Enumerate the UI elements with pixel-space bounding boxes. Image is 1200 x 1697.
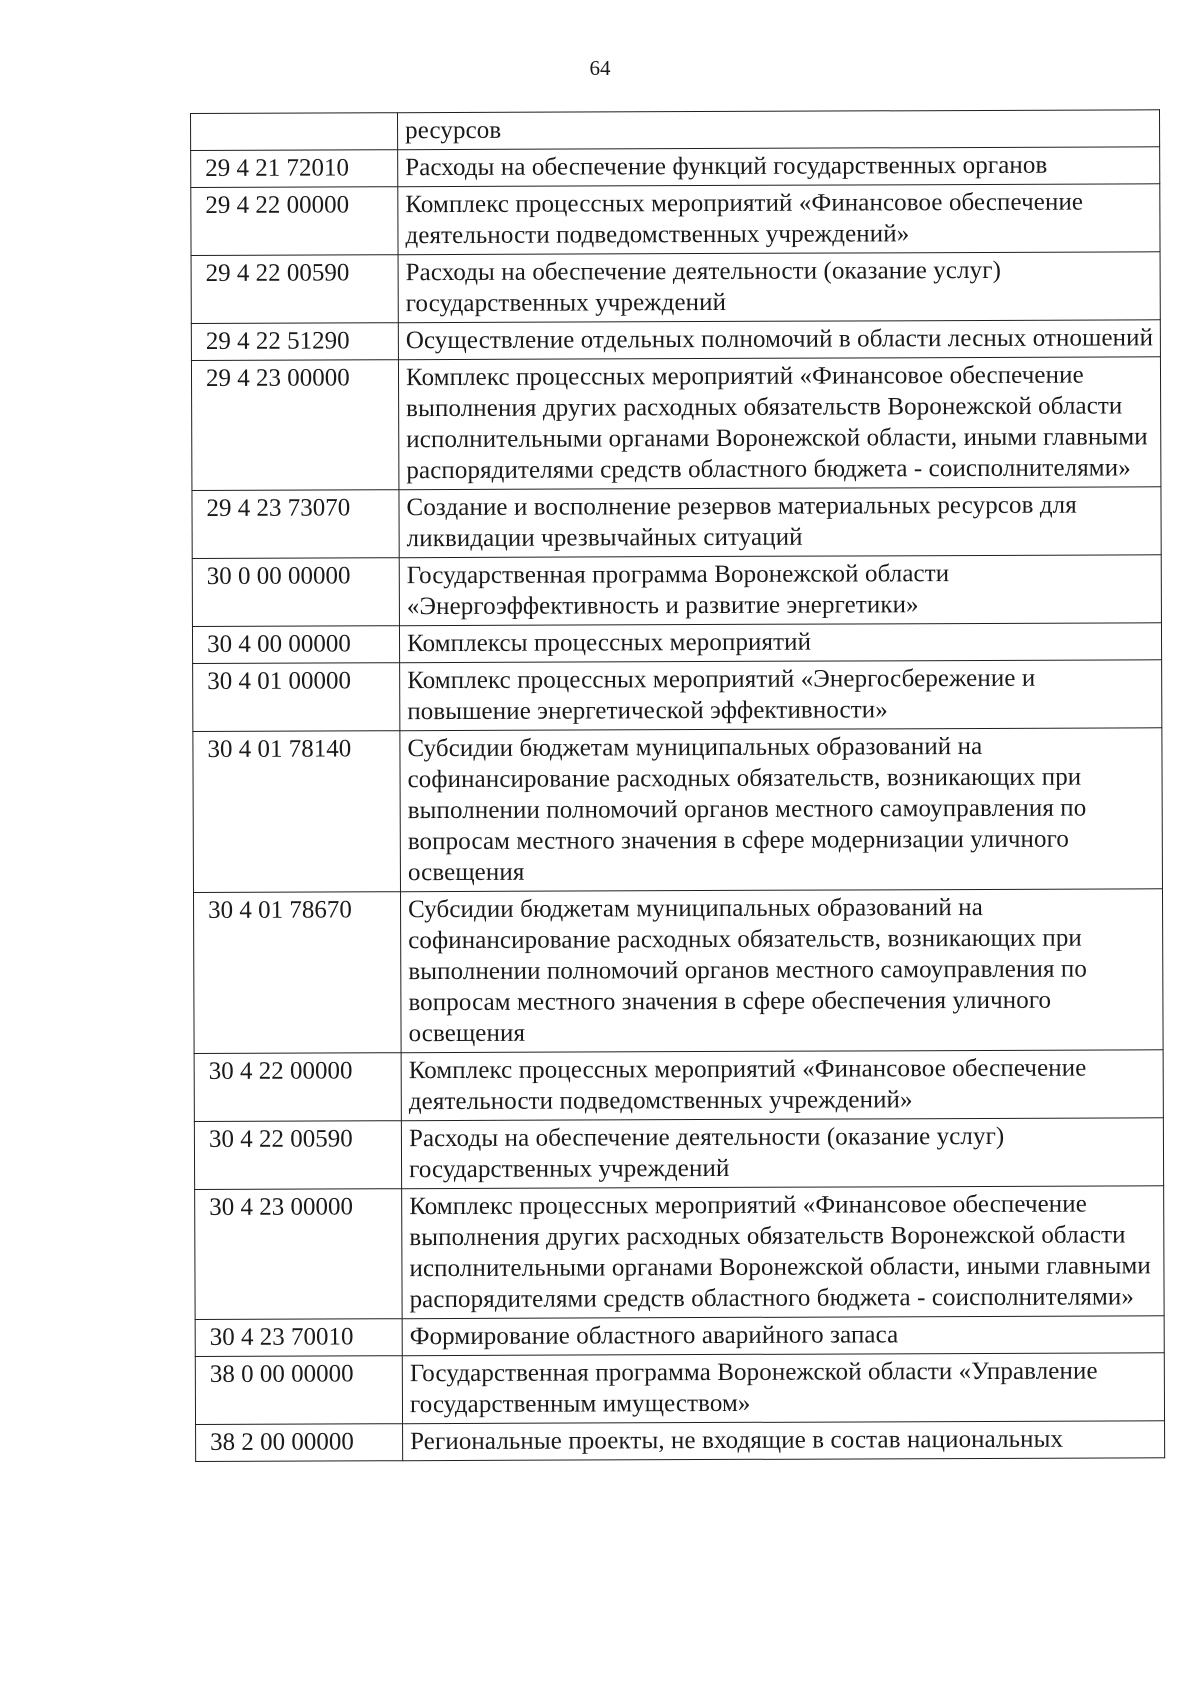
row-name: Субсидии бюджетам муниципальных образований на софинансирование расходных обязательств, возникающих при выполнении полномочий органов местного самоуправления по вопросам местного значения в сфере модернизации уличного освещения [400, 728, 1163, 892]
row-name: Комплексы процессных мероприятий [399, 623, 1161, 663]
row-name: Расходы на обеспечение функций государственных органов [398, 147, 1160, 187]
table-row [191, 252, 1160, 324]
budget-classification-table [190, 109, 1165, 1462]
table-row [191, 184, 1160, 256]
row-name: Создание и восполнение резервов материальных ресурсов для ликвидации чрезвычайных ситуаций [399, 487, 1161, 558]
table-row [195, 1316, 1164, 1357]
table-row [191, 357, 1160, 491]
row-code: 38 0 00 00000 [195, 1356, 402, 1425]
row-code: 30 4 01 00000 [193, 663, 400, 732]
row-code: 30 4 23 70010 [195, 1319, 402, 1357]
row-code: 30 4 01 78670 [193, 892, 401, 1054]
row-name: Комплекс процессных мероприятий «Финансовое обеспечение выполнения других расходных обязательств Воронежской области исполнительными органами Воронежской области, иными главными распорядителями средств областного бюджета - соисполнителями» [398, 357, 1160, 490]
page-number: 64 [589, 56, 611, 80]
row-name: Расходы на обеспечение деятельности (оказание услуг) государственных учреждений [401, 1118, 1163, 1189]
table-row [191, 110, 1160, 151]
row-name: Комплекс процессных мероприятий «Финансовое обеспечение выполнения других расходных обязательств Воронежской области исполнительными органами Воронежской области, иными главными распорядителями средств областного бюджета - соисполнителями» [402, 1186, 1164, 1319]
row-name: Комплекс процессных мероприятий «Энергосбережение и повышение энергетической эффективности» [400, 660, 1162, 731]
row-code: 29 4 23 73070 [192, 490, 399, 559]
row-code: 30 4 22 00590 [194, 1121, 401, 1190]
table-row [191, 320, 1160, 361]
row-name: Государственная программа Воронежской области «Управление государственным имуществом» [402, 1353, 1164, 1424]
row-code: 29 4 21 72010 [191, 150, 398, 188]
row-name: Комплекс процессных мероприятий «Финансовое обеспечение деятельности подведомственных учреждений» [398, 184, 1160, 255]
table-row [194, 1050, 1163, 1122]
table-row [192, 487, 1161, 559]
row-name: Региональные проекты, не входящие в состав национальных [403, 1421, 1165, 1461]
table-row [191, 147, 1160, 188]
row-code: 29 4 22 00000 [191, 187, 398, 256]
row-name: Формирование областного аварийного запаса [402, 1316, 1164, 1356]
row-code: 30 0 00 00000 [192, 558, 399, 627]
row-code: 30 4 22 00000 [194, 1053, 401, 1122]
row-code [191, 113, 398, 151]
row-code: 30 4 23 00000 [195, 1189, 402, 1320]
row-code: 30 4 01 78140 [193, 731, 401, 893]
table-row [194, 1118, 1163, 1190]
table-row [195, 1353, 1164, 1425]
row-code: 30 4 00 00000 [192, 626, 399, 664]
row-code: 29 4 22 00590 [191, 255, 398, 324]
table-row [195, 1186, 1164, 1320]
row-code: 38 2 00 00000 [196, 1424, 403, 1462]
row-code: 29 4 23 00000 [191, 360, 398, 491]
row-name: ресурсов [398, 110, 1160, 150]
table-row [196, 1421, 1165, 1462]
table-row [192, 555, 1161, 627]
table-row [193, 660, 1162, 732]
row-name: Государственная программа Воронежской области «Энергоэффективность и развитие энергетики» [399, 555, 1161, 626]
row-name: Расходы на обеспечение деятельности (оказание услуг) государственных учреждений [398, 252, 1160, 323]
row-name: Осуществление отдельных полномочий в области лесных отношений [398, 320, 1160, 360]
row-name: Субсидии бюджетам муниципальных образований на софинансирование расходных обязательств, возникающих при выполнении полномочий органов местного самоуправления по вопросам местного значения в сфере обеспечения уличного освещения [400, 889, 1163, 1053]
table-row [192, 623, 1161, 664]
row-name: Комплекс процессных мероприятий «Финансовое обеспечение деятельности подведомственных учреждений» [401, 1050, 1163, 1121]
table-row [193, 728, 1163, 893]
table-row [193, 889, 1163, 1054]
row-code: 29 4 22 51290 [191, 323, 398, 361]
